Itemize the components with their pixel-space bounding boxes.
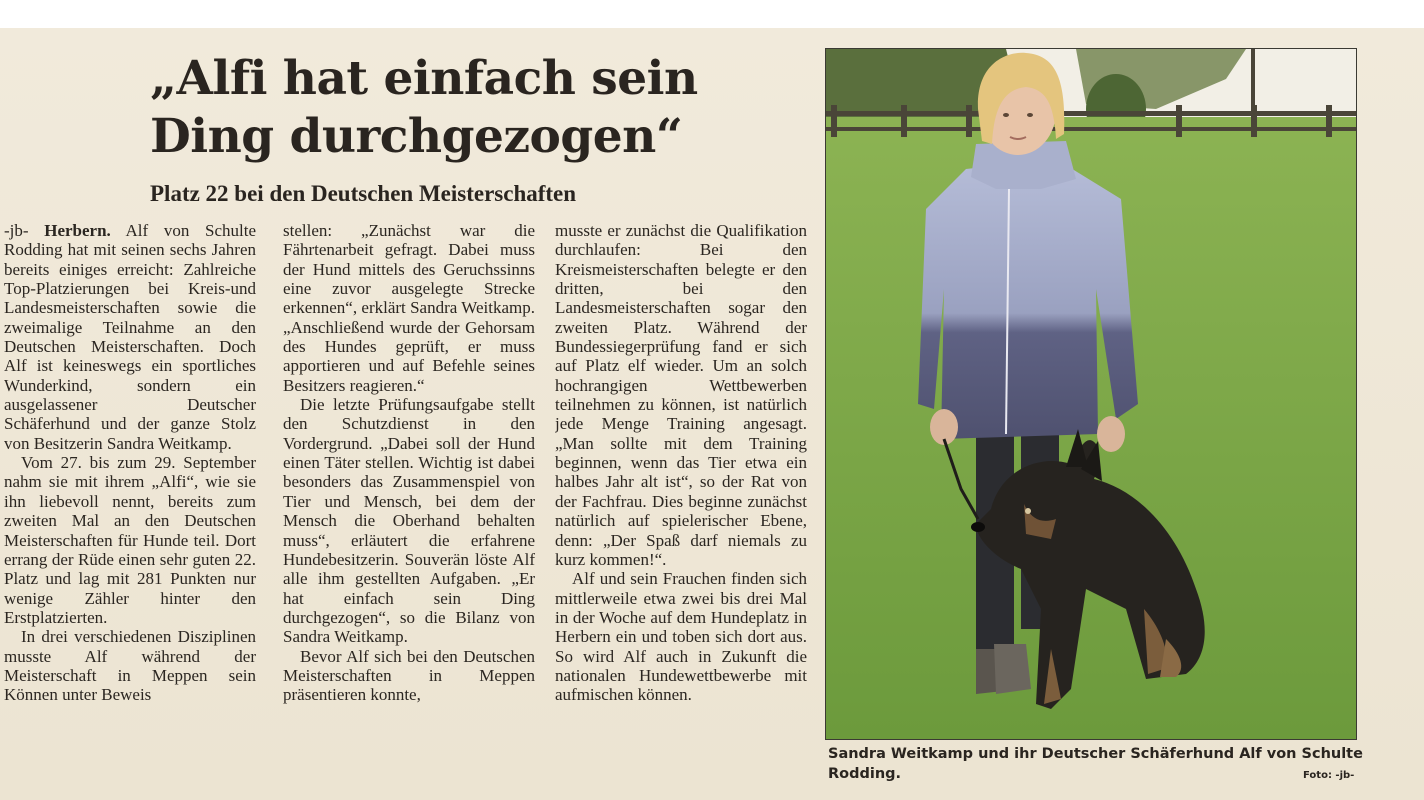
article-paragraph: Bevor Alf sich bei den Deutschen Meisterschaften in Meppen präsentieren konnte, [283,646,535,705]
dateline: Herbern. [44,221,111,240]
photo-caption: Sandra Weitkamp und ihr Deutscher Schäferhund Alf von Schulte Rodding. [828,746,1363,782]
photo-woman-and-dog [826,49,1356,739]
article-column-3 [555,221,807,793]
article-paragraph: Die letzte Prüfungsaufgabe stellt den Schutzdienst in den Vordergrund. „Dabei soll der Hund einen Täter stellen. Wichtig ist dabei besonders das Zusammenspiel von Tier und Mensch, bei dem der Mensch die Oberhand behalten muss“, erläutert die erfahrene Hundebesitzerin. Souverän löste Alf alle ihm gestellten Aufgaben. „Er hat einfach sein Ding durchgezogen“, so die Bilanz von Sandra Weitkamp. [283,395,535,647]
article-paragraph [4,221,256,453]
article-paragraph: Alf und sein Frauchen finden sich mittlerweile etwa zwei bis drei Mal in der Woche auf dem Hundeplatz in Herbern ein und toben sich dort aus. So wird Alf auch in Zukunft die nationalen Hundewettbewerbe mit aufmischen können. [555,569,807,705]
paragraph-text: Alf von Schulte Rodding hat mit seinen sechs Jahren bereits einiges erreicht: Zahlreiche Top-Platzierungen bei Kreis-und Landesmeisterschaften sowie die zweimalige Teilnahme an den Deutschen Meisterschaften. Doch Alf ist keineswegs ein sportliches Wunderkind, sondern ein ausgelassener Deutscher Schäferhund und der ganze Stolz von Besitzerin Sandra Weitkamp. [4,221,256,453]
byline: -jb- [4,221,29,240]
article-paragraph: Vom 27. bis zum 29. September nahm sie mit ihrem „Alfi“, wie sie ihn liebevoll nennt, bereits zum zweiten Mal an den Deutschen Meisterschaften für Hunde teil. Dort errang der Rüde einen sehr guten 22. Platz und lag mit 281 Punkten nur wenige Zähler hinter den Erstplatzierten. [4,453,256,627]
article-subheadline: Platz 22 bei den Deutschen Meisterschaften [150,181,577,206]
article-paragraph: stellen: „Zunächst war die Fährtenarbeit gefragt. Dabei muss der Hund mittels des Geruchssinns eine zuvor ausgelegte Strecke erkennen“, erklärt Sandra Weitkamp. „Anschließend wurde der Gehorsam des Hundes geprüft, er muss apportieren und auf Befehle seines Besitzers reagieren.“ [283,221,535,395]
article-paragraph: musste er zunächst die Qualifikation durchlaufen: Bei den Kreismeisterschaften belegte er den dritten, bei den Landesmeisterschaften sogar den zweiten Platz. Während der Bundessiegerprüfung fand er sich auf Platz elf wieder. Um an solch hochrangigen Wettbewerben teilnehmen zu können, ist natürlich jede Menge Training angesagt. „Man sollte mit dem Training beginnen, wenn das Tier etwa ein halbes Jahr alt ist“, so der Rat von der Fachfrau. Dies beginne zunächst natürlich auf spielerischer Ebene, denn: „Der Spaß darf niemals zu kurz kommen!“. [555,221,807,569]
article-headline [150,50,750,166]
headline-line-2: Ding durchgezogen“ [150,109,683,164]
article-photo [825,48,1357,740]
headline-line-1: „Alfi hat einfach sein [150,51,698,106]
article-column-2 [283,221,535,793]
article-column-1 [4,221,256,793]
photo-credit: Foto: -jb- [1303,770,1355,781]
article-paragraph: In drei verschiedenen Disziplinen musste Alf während der Meisterschaft in Meppen sein Können unter Beweis [4,627,256,705]
